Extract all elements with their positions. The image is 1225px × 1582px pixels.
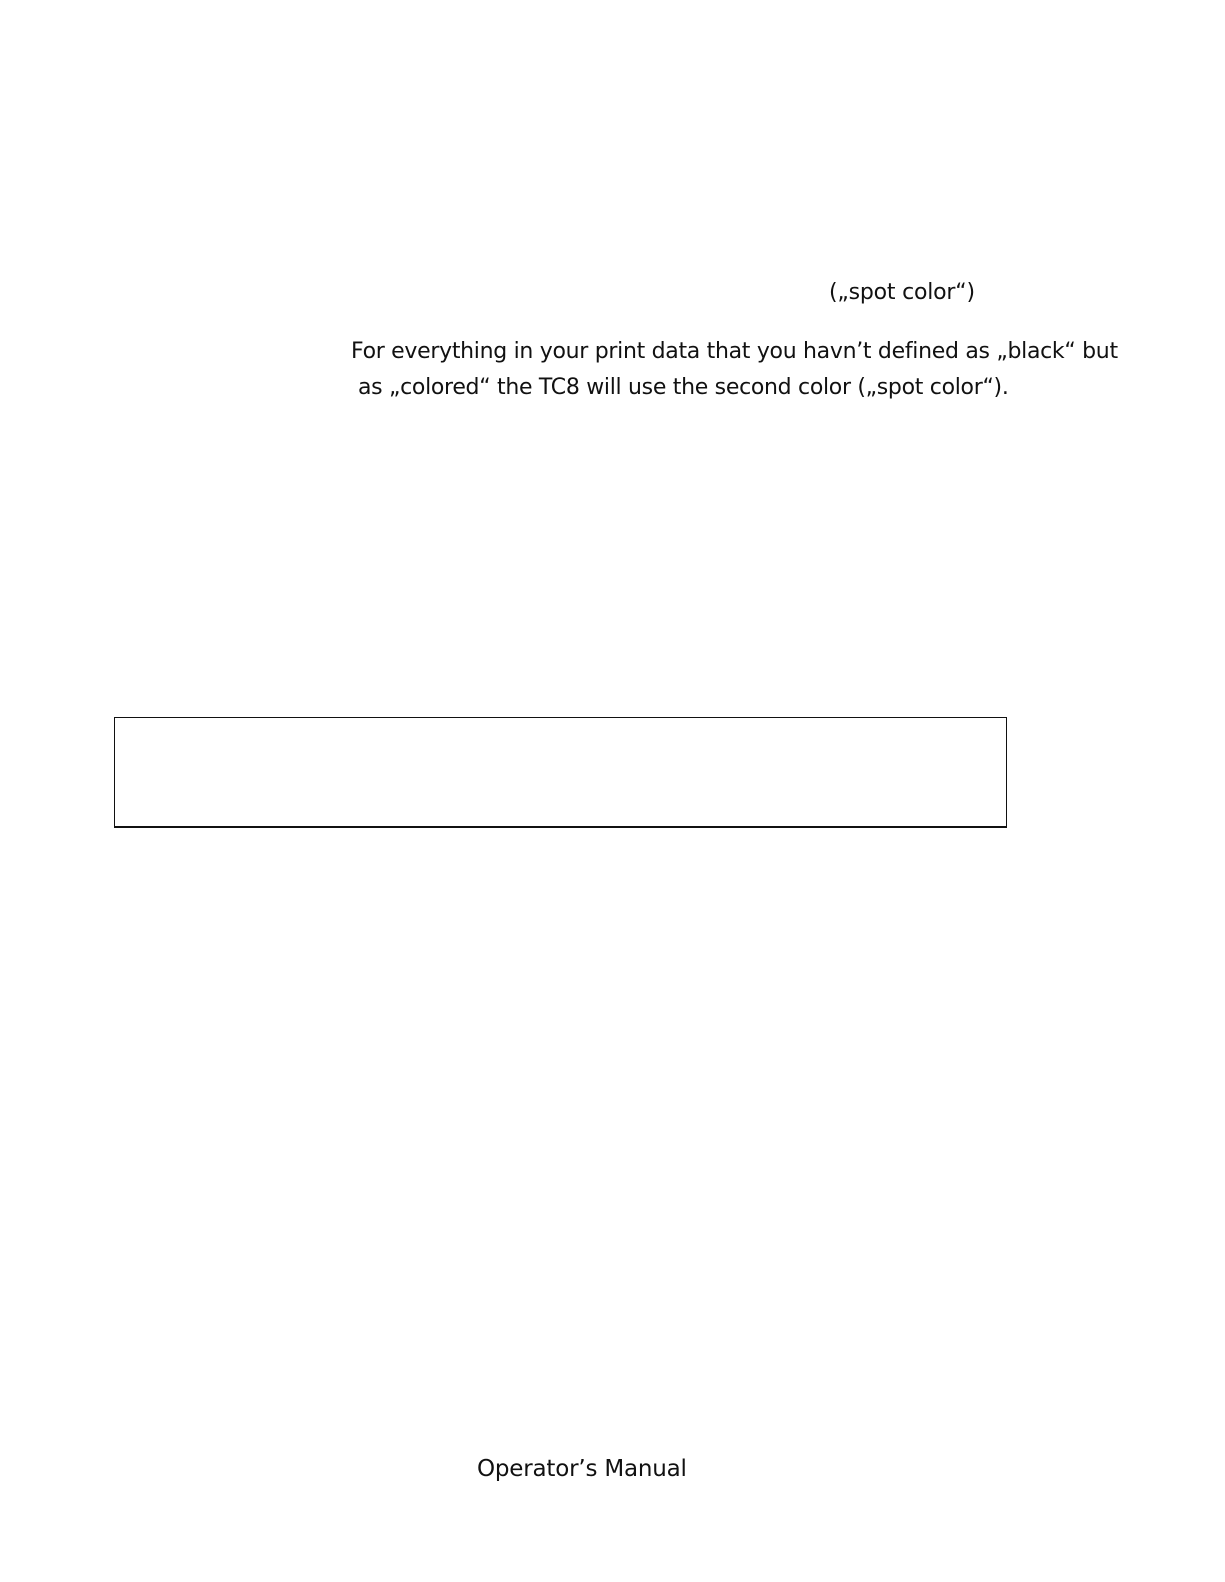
paragraph-line-2: as „colored“ the TC8 will use the second color („spot color“). (358, 375, 1009, 400)
body-paragraph (351, 334, 1118, 406)
paragraph-line-1: For everything in your print data that you havn’t defined as „black“ but (351, 339, 1118, 364)
note-box (114, 717, 1007, 828)
footer-title: Operator’s Manual (477, 1456, 687, 1482)
spot-color-label: („spot color“) (829, 280, 975, 305)
